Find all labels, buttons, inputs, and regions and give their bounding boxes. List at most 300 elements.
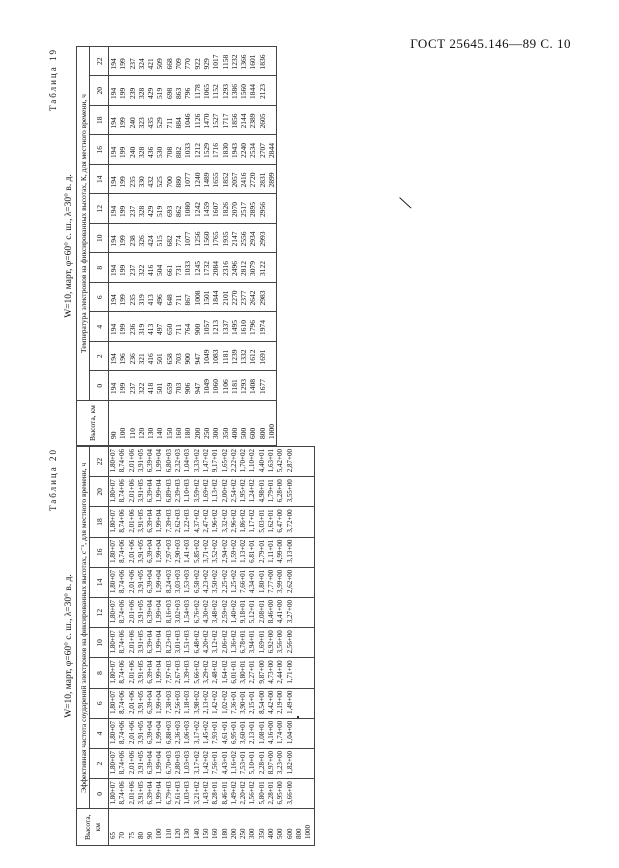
value-cell: 1,17+02 xyxy=(248,507,257,537)
value-cell: 2,19+00 xyxy=(276,688,285,718)
value-cell: 240 xyxy=(128,106,137,136)
value-cell xyxy=(304,628,314,658)
hour-header: 10 xyxy=(90,224,109,254)
value-cell: 9,18+01 xyxy=(239,598,248,628)
value-cell: 1,80+07 xyxy=(109,447,119,477)
table-row xyxy=(267,447,276,846)
table-row xyxy=(248,447,257,846)
value-cell: 421 xyxy=(146,47,155,77)
value-cell: 2,01+06 xyxy=(128,718,137,748)
value-cell xyxy=(304,567,314,597)
value-cell: 862 xyxy=(174,194,183,224)
value-cell: 6,39+04 xyxy=(146,447,155,477)
value-cell: 6,39+04 xyxy=(146,779,155,809)
value-cell: 328 xyxy=(137,76,146,106)
value-cell: 731 xyxy=(174,253,183,283)
table-20-label: Таблица 20 xyxy=(48,448,58,511)
value-cell: 6,89+03 xyxy=(165,477,174,507)
table-row xyxy=(174,47,183,446)
value-cell: 1560 xyxy=(202,224,211,254)
value-cell: 1,99+04 xyxy=(155,658,164,688)
value-cell: 1856 xyxy=(230,106,239,136)
value-cell: 199 xyxy=(118,106,127,136)
value-cell: 1677 xyxy=(258,371,267,401)
value-cell: 237 xyxy=(128,194,137,224)
value-cell: 8,74+06 xyxy=(118,688,127,718)
value-cell: 2,67+03 xyxy=(174,658,183,688)
value-cell: 4,16+00 xyxy=(267,718,276,748)
value-cell: 1852 xyxy=(221,165,230,195)
value-cell: 3,91+05 xyxy=(137,447,146,477)
value-cell: 1,80+07 xyxy=(109,507,119,537)
height-cell: 300 xyxy=(248,809,257,846)
value-cell: 3,91+05 xyxy=(137,507,146,537)
value-cell: 1,22+03 xyxy=(183,507,192,537)
value-cell: 6,95+01 xyxy=(230,718,239,748)
value-cell: 1080 xyxy=(183,194,192,224)
value-cell: 2270 xyxy=(230,283,239,313)
value-cell xyxy=(295,749,304,779)
pen-mark: ╲ xyxy=(399,195,412,211)
value-cell: 703 xyxy=(174,342,183,372)
value-cell: 7,56+01 xyxy=(211,749,220,779)
value-cell: 3,59+02 xyxy=(193,477,202,507)
value-cell xyxy=(304,718,314,748)
hour-header: 6 xyxy=(90,688,109,718)
value-cell: 429 xyxy=(146,76,155,106)
value-cell: 3,91+05 xyxy=(137,628,146,658)
value-cell: 2,01+06 xyxy=(128,749,137,779)
value-cell: 1601 xyxy=(248,47,257,77)
value-cell: 1033 xyxy=(183,253,192,283)
value-cell: 1366 xyxy=(239,47,248,77)
value-cell: 6,80+03 xyxy=(165,447,174,477)
value-cell: 424 xyxy=(146,224,155,254)
value-cell: 1178 xyxy=(193,76,202,106)
value-cell: 3,17+02 xyxy=(193,718,202,748)
value-cell: 711 xyxy=(174,283,183,313)
value-cell: 8,28+01 xyxy=(211,779,220,809)
value-cell: 1,06+03 xyxy=(183,718,192,748)
value-cell xyxy=(295,507,304,537)
value-cell: 796 xyxy=(183,76,192,106)
value-cell: 2496 xyxy=(230,253,239,283)
value-cell: 1,63+01 xyxy=(267,447,276,477)
height-cell: 800 xyxy=(258,401,267,446)
height-cell: 160 xyxy=(211,809,220,846)
value-cell: 8,46+01 xyxy=(221,779,230,809)
table-row xyxy=(155,47,164,446)
value-cell: 1,24+02 xyxy=(248,477,257,507)
value-cell: 2,01+06 xyxy=(128,567,137,597)
value-cell: 6,76+02 xyxy=(193,598,202,628)
value-cell xyxy=(267,194,277,224)
height-header: Высота, км xyxy=(77,809,109,846)
value-cell: 1,70+02 xyxy=(239,447,248,477)
hour-header: 20 xyxy=(90,477,109,507)
value-cell: 199 xyxy=(118,312,127,342)
value-cell: 2,20+02 xyxy=(239,779,248,809)
value-cell: 6,39+04 xyxy=(146,507,155,537)
value-cell: 1836 xyxy=(258,47,267,77)
value-cell: 4,61+01 xyxy=(221,718,230,748)
value-cell: 2070 xyxy=(230,194,239,224)
value-cell: 1470 xyxy=(202,106,211,136)
value-cell: 2144 xyxy=(239,106,248,136)
value-cell: 194 xyxy=(109,76,119,106)
height-cell: 800 xyxy=(295,809,304,846)
value-cell: 2983 xyxy=(258,283,267,313)
value-cell: 199 xyxy=(118,253,127,283)
value-cell: 3,03+03 xyxy=(174,567,183,597)
value-cell xyxy=(267,342,277,372)
value-cell: 1,99+04 xyxy=(155,688,164,718)
value-cell: 2,48+02 xyxy=(211,658,220,688)
value-cell: 237 xyxy=(128,371,137,401)
table-row xyxy=(221,447,230,846)
value-cell: 432 xyxy=(146,165,155,195)
value-cell: 2534 xyxy=(248,135,257,165)
value-cell: 509 xyxy=(155,47,164,77)
value-cell: 1,02+02 xyxy=(221,688,230,718)
height-cell: 100 xyxy=(118,401,127,446)
value-cell: 1,41+03 xyxy=(183,537,192,567)
height-cell: 100 xyxy=(155,809,164,846)
value-cell: 1,80+07 xyxy=(109,598,119,628)
value-cell: 8,74+06 xyxy=(118,567,127,597)
height-cell: 150 xyxy=(202,809,211,846)
value-cell: 1,80+07 xyxy=(109,779,119,809)
value-cell: 2642 xyxy=(248,283,257,313)
value-cell: 3,02+03 xyxy=(174,598,183,628)
value-cell: 2,36+03 xyxy=(174,718,183,748)
value-cell: 3,48+02 xyxy=(211,598,220,628)
table-row xyxy=(267,47,277,446)
value-cell: 199 xyxy=(118,135,127,165)
value-cell: 1,56+02 xyxy=(248,779,257,809)
value-cell: 900 xyxy=(193,312,202,342)
value-cell: 8,16+03 xyxy=(165,598,174,628)
value-cell: 196 xyxy=(118,342,127,372)
value-cell: 6,39+04 xyxy=(146,658,155,688)
value-cell: 1,71+00 xyxy=(286,658,295,688)
value-cell: 3,21+02 xyxy=(193,779,202,809)
value-cell: 1,99+04 xyxy=(155,779,164,809)
value-cell xyxy=(267,47,277,77)
value-cell: 2057 xyxy=(230,165,239,195)
table-row xyxy=(286,447,295,846)
value-cell: 1974 xyxy=(258,312,267,342)
value-cell xyxy=(304,537,314,567)
hour-header: 16 xyxy=(90,537,109,567)
value-cell: 8,74+06 xyxy=(118,749,127,779)
value-cell: 2,61+03 xyxy=(174,779,183,809)
table-row xyxy=(202,47,211,446)
value-cell: 1,96+02 xyxy=(211,507,220,537)
value-cell: 1256 xyxy=(193,224,202,254)
value-cell: 1213 xyxy=(211,312,220,342)
value-cell: 884 xyxy=(174,106,183,136)
value-cell: 3,29+02 xyxy=(202,658,211,688)
table-row xyxy=(128,447,137,846)
value-cell: 1830 xyxy=(221,135,230,165)
table-row xyxy=(165,47,174,446)
value-cell: 2389 xyxy=(248,106,257,136)
height-cell: 400 xyxy=(230,401,239,446)
value-cell: 2,32+03 xyxy=(174,447,183,477)
value-cell: 1,80+07 xyxy=(109,658,119,688)
value-cell: 1181 xyxy=(221,342,230,372)
value-cell: 8,74+06 xyxy=(118,507,127,537)
value-cell: 1,36+02 xyxy=(230,628,239,658)
value-cell: 1152 xyxy=(211,76,220,106)
table-row xyxy=(230,447,239,846)
value-cell: 703 xyxy=(174,371,183,401)
value-cell: 330 xyxy=(137,165,146,195)
value-cell: 1,13+02 xyxy=(211,477,220,507)
value-cell: 321 xyxy=(137,342,146,372)
value-cell: 199 xyxy=(118,47,127,77)
value-cell: 3,01+03 xyxy=(174,628,183,658)
value-cell: 1065 xyxy=(202,76,211,106)
value-cell xyxy=(295,598,304,628)
value-cell: 6,95+00 xyxy=(276,779,285,809)
value-cell: 323 xyxy=(137,106,146,136)
value-cell: 236 xyxy=(128,312,137,342)
value-cell: 4,98+01 xyxy=(258,477,267,507)
value-cell: 194 xyxy=(109,283,119,313)
value-cell: 515 xyxy=(155,224,164,254)
value-cell: 947 xyxy=(193,371,202,401)
height-cell: 140 xyxy=(193,809,202,846)
value-cell: 194 xyxy=(109,47,119,77)
value-cell: 1,04+03 xyxy=(183,447,192,477)
table-row xyxy=(137,47,146,446)
value-cell: 1501 xyxy=(202,283,211,313)
value-cell: 1,80+07 xyxy=(109,688,119,718)
value-cell: 2812 xyxy=(239,253,248,283)
value-cell: 2,44+00 xyxy=(276,658,285,688)
hour-header: 0 xyxy=(90,779,109,809)
value-cell: 650 xyxy=(165,312,174,342)
height-cell: 1000 xyxy=(267,401,277,446)
value-cell: 2,62+00 xyxy=(286,567,295,597)
value-cell: 199 xyxy=(118,283,127,313)
value-cell: 2,01+06 xyxy=(128,658,137,688)
height-cell: 180 xyxy=(183,401,192,446)
value-cell: 708 xyxy=(165,135,174,165)
value-cell: 3079 xyxy=(248,253,257,283)
table-row xyxy=(276,447,285,846)
value-cell: 6,92+00 xyxy=(267,628,276,658)
value-cell xyxy=(267,224,277,254)
height-cell: 200 xyxy=(230,809,239,846)
table-row xyxy=(258,47,267,446)
value-cell: 1,10+02 xyxy=(248,447,257,477)
hour-header: 0 xyxy=(90,371,109,401)
value-cell: 1,18+03 xyxy=(183,688,192,718)
value-cell: 2605 xyxy=(258,106,267,136)
value-cell xyxy=(304,688,314,718)
value-cell: 2,28+01 xyxy=(267,779,276,809)
value-cell: 199 xyxy=(118,371,127,401)
value-cell: 3,71+02 xyxy=(202,537,211,567)
table-19-caption: W=10, март, φ=60° с. ш., λ=30° в. д. xyxy=(64,174,74,318)
value-cell: 1,45+02 xyxy=(202,718,211,748)
hour-header: 2 xyxy=(90,342,109,372)
value-cell: 6,39+04 xyxy=(146,477,155,507)
value-cell: 2720 xyxy=(248,165,257,195)
value-cell: 3,91+05 xyxy=(137,688,146,718)
height-cell: 250 xyxy=(202,401,211,446)
height-cell: 110 xyxy=(165,809,174,846)
table-row xyxy=(211,447,220,846)
param-title: Температура электронов на фиксированных высотах, К, для местного времени, ч xyxy=(77,47,90,401)
value-cell: 7,77+00 xyxy=(267,567,276,597)
value-cell: 4,99+00 xyxy=(276,537,285,567)
value-cell xyxy=(267,76,277,106)
value-cell: 4,37+02 xyxy=(193,507,202,537)
value-cell xyxy=(304,507,314,537)
hour-header: 2 xyxy=(90,749,109,779)
value-cell: 435 xyxy=(146,106,155,136)
value-cell xyxy=(304,598,314,628)
hour-header: 4 xyxy=(90,312,109,342)
value-cell: 2,39+03 xyxy=(174,477,183,507)
value-cell xyxy=(295,477,304,507)
hour-header: 14 xyxy=(90,567,109,597)
value-cell: 6,70+03 xyxy=(165,749,174,779)
value-cell: 709 xyxy=(174,47,183,77)
value-cell: 1,80+01 xyxy=(258,567,267,597)
value-cell: 1,99+04 xyxy=(155,628,164,658)
height-cell: 250 xyxy=(239,809,248,846)
value-cell: 501 xyxy=(155,371,164,401)
table-row xyxy=(174,447,183,846)
value-cell: 5,85+02 xyxy=(193,537,202,567)
value-cell: 6,28+00 xyxy=(276,477,285,507)
value-cell: 2,01+06 xyxy=(128,598,137,628)
gost-header: ГОСТ 25645.146—89 С. 10 xyxy=(410,36,571,51)
value-cell: 700 xyxy=(165,165,174,195)
value-cell: 7,93+01 xyxy=(211,718,220,748)
table-row xyxy=(165,447,174,846)
value-cell: 1,11+01 xyxy=(267,537,276,567)
value-cell: 2,79+01 xyxy=(258,537,267,567)
table-row xyxy=(248,47,257,446)
value-cell: 3,99+00 xyxy=(276,567,285,597)
value-cell: 4,42+00 xyxy=(267,688,276,718)
value-cell: 5,42+00 xyxy=(276,447,285,477)
value-cell: 4,20+02 xyxy=(202,628,211,658)
value-cell: 2,13+02 xyxy=(202,688,211,718)
value-cell: 1717 xyxy=(221,106,230,136)
value-cell xyxy=(304,447,314,477)
value-cell: 2,27+01 xyxy=(248,658,257,688)
value-cell: 1,99+04 xyxy=(155,567,164,597)
value-cell: 1,16+02 xyxy=(230,749,239,779)
value-cell: 1232 xyxy=(230,47,239,77)
value-cell: 1046 xyxy=(183,106,192,136)
hour-header: 12 xyxy=(90,194,109,224)
value-cell: 2,08+01 xyxy=(258,598,267,628)
value-cell: 2,56+00 xyxy=(286,628,295,658)
value-cell xyxy=(267,106,277,136)
value-cell: 1,99+04 xyxy=(155,507,164,537)
value-cell: 8,23+03 xyxy=(165,628,174,658)
value-cell: 1529 xyxy=(202,135,211,165)
value-cell: 8,46+00 xyxy=(267,598,276,628)
height-cell: 600 xyxy=(286,809,295,846)
value-cell: 1655 xyxy=(211,165,220,195)
value-cell: 3,17+02 xyxy=(193,749,202,779)
value-cell: 6,58+02 xyxy=(193,567,202,597)
value-cell: 194 xyxy=(109,371,119,401)
value-cell: 7,53+01 xyxy=(239,749,248,779)
value-cell: 770 xyxy=(183,47,192,77)
value-cell: 1337 xyxy=(221,312,230,342)
value-cell: 1844 xyxy=(248,76,257,106)
value-cell: 3,94+01 xyxy=(248,628,257,658)
value-cell: 1,03+03 xyxy=(183,749,192,779)
value-cell: 8,74+06 xyxy=(118,628,127,658)
value-cell: 2,94+02 xyxy=(221,537,230,567)
value-cell: 2556 xyxy=(239,224,248,254)
height-cell: 120 xyxy=(137,401,146,446)
height-cell: 120 xyxy=(174,809,183,846)
value-cell: 1610 xyxy=(239,312,248,342)
value-cell: 867 xyxy=(183,283,192,313)
value-cell: 199 xyxy=(118,76,127,106)
value-cell: 1332 xyxy=(239,342,248,372)
value-cell: 1293 xyxy=(221,76,230,106)
value-cell: 2831 xyxy=(258,165,267,195)
value-cell: 711 xyxy=(174,312,183,342)
value-cell: 1,10+03 xyxy=(183,477,192,507)
value-cell: 2,01+06 xyxy=(128,477,137,507)
value-cell: 413 xyxy=(146,283,155,313)
value-cell: 2,90+03 xyxy=(174,537,183,567)
value-cell: 1,43+02 xyxy=(202,779,211,809)
value-cell: 6,81+01 xyxy=(248,537,257,567)
value-cell: 326 xyxy=(137,224,146,254)
table-row xyxy=(211,47,220,446)
value-cell: 2844 xyxy=(267,135,277,165)
value-cell: 1,80+07 xyxy=(109,718,119,748)
value-cell: 2147 xyxy=(230,224,239,254)
value-cell: 3,60+01 xyxy=(239,718,248,748)
value-cell: 5,10+01 xyxy=(248,749,257,779)
value-cell: 1,86+02 xyxy=(239,507,248,537)
value-cell: 882 xyxy=(174,135,183,165)
hour-header: 4 xyxy=(90,718,109,748)
table-row xyxy=(193,47,202,446)
table-row xyxy=(109,447,119,846)
value-cell: 1,99+04 xyxy=(155,447,164,477)
table-row xyxy=(202,447,211,846)
value-cell: 5,03+01 xyxy=(258,507,267,537)
value-cell: 774 xyxy=(174,224,183,254)
value-cell: 6,39+04 xyxy=(146,688,155,718)
value-cell: 659 xyxy=(165,371,174,401)
value-cell: 2,59+02 xyxy=(221,598,230,628)
value-cell: 3,98+02 xyxy=(193,688,202,718)
value-cell: 319 xyxy=(137,312,146,342)
table-row xyxy=(239,47,248,446)
value-cell: 2,62+03 xyxy=(174,507,183,537)
value-cell: 194 xyxy=(109,165,119,195)
value-cell: 3,72+00 xyxy=(286,507,295,537)
